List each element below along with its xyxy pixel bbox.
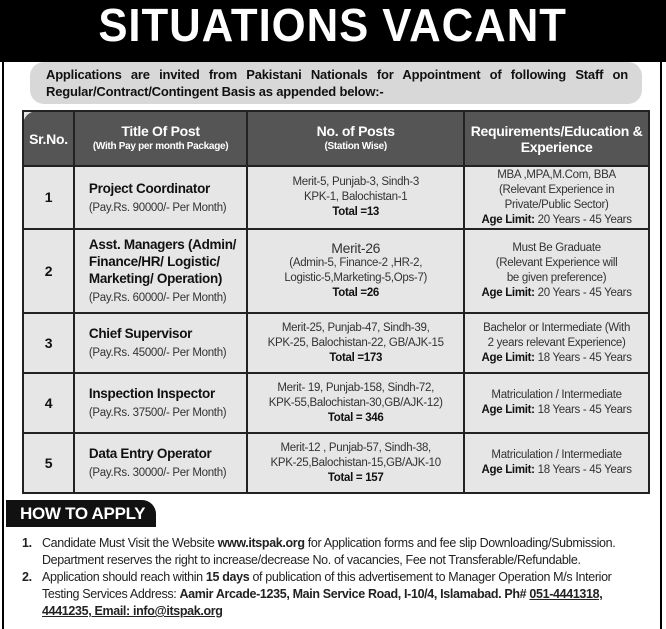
website-link[interactable]: www.itspak.org	[217, 536, 305, 550]
post-title: Chief Supervisor (Pay.Rs. 45000/- Per Month)	[74, 313, 247, 373]
requirements: Bachelor or Intermediate (With 2 years relevant Experience) Age Limit: 18 Years - 45 Years	[464, 313, 649, 373]
table-header	[23, 111, 649, 166]
posts: Merit-12 , Punjab-57, Sindh-38, KPK-25,Balochistan-15,GB/AJK-10 Total = 157	[247, 433, 464, 493]
table-row	[23, 229, 649, 313]
table-row	[23, 373, 649, 433]
pay: (Pay.Rs. 60000/- Per Month)	[88, 292, 227, 304]
table-row	[23, 166, 649, 229]
requirements: Matriculation / Intermediate Age Limit: 18 Years - 45 Years	[464, 433, 649, 493]
pay: (Pay.Rs. 45000/- Per Month)	[88, 347, 227, 359]
post-title: Inspection Inspector (Pay.Rs. 37500/- Per Month)	[74, 373, 247, 433]
header-posts: No. of Posts (Station Wise)	[247, 111, 464, 166]
table-row	[23, 433, 649, 493]
requirements: Matriculation / Intermediate Age Limit: 18 Years - 45 Years	[464, 373, 649, 433]
sr-no: 3	[23, 313, 74, 373]
apply-instructions	[22, 535, 647, 620]
sr-no: 1	[23, 166, 74, 229]
header-title: Title Of Post (With Pay per month Package)	[74, 111, 247, 166]
sr-no: 5	[23, 433, 74, 493]
pay: (Pay.Rs. 30000/- Per Month)	[88, 467, 227, 479]
requirements: Must Be Graduate (Relevant Experience will be given preference) Age Limit: 20 Years - 45 Years	[464, 229, 649, 313]
table-row	[23, 313, 649, 373]
pay: (Pay.Rs. 37500/- Per Month)	[88, 407, 227, 419]
posts: Merit-5, Punjab-3, Sindh-3 KPK-1, Balochistan-1 Total =13	[247, 166, 464, 229]
how-to-apply-heading: HOW TO APPLY	[6, 500, 156, 527]
pay: (Pay.Rs. 90000/- Per Month)	[88, 201, 227, 214]
requirements: MBA ,MPA,M.Com, BBA (Relevant Experience in Private/Public Sector) Age Limit: 20 Years - 45 Years	[464, 166, 649, 229]
instruction-2: 2. Application should reach within 15 days of publication of this advertisement to Manager Operation M/s Interior Testing Services Address: Aamir Arcade-1235, Main Service Road, I-10/4, Islamabad. Ph# 051-4441318, 4441235, Email: info@itspak.org	[22, 570, 612, 618]
post-title: Project Coordinator (Pay.Rs. 90000/- Per Month)	[74, 166, 247, 229]
header-requirements: Requirements/Education & Experience	[464, 111, 649, 166]
post-title: Data Entry Operator (Pay.Rs. 30000/- Per Month)	[74, 433, 247, 493]
posts: Merit- 19, Punjab-158, Sindh-72, KPK-55,Balochistan-30,GB/AJK-12) Total = 346	[247, 373, 464, 433]
posts: Merit-26 (Admin-5, Finance-2 ,HR-2, Logistic-5,Marketing-5,Ops-7) Total =26	[247, 229, 464, 313]
posts: Merit-25, Punjab-47, Sindh-39, KPK-25, Balochistan-22, GB/AJK-15 Total =173	[247, 313, 464, 373]
contact-info[interactable]: 051-4441318, 4441235, Email: info@itspak.org	[42, 587, 603, 618]
instruction-1: 1. Candidate Must Visit the Website www.itspak.org for Application forms and fee slip Downloading/Submission. Department reserves the right to increase/decrease No. of vacancies, Fee not Transferable/Refundable.	[22, 536, 616, 567]
sr-no: 4	[23, 373, 74, 433]
header-sr: Sr.No.	[23, 111, 74, 166]
post-title: Asst. Managers (Admin/ Finance/HR/ Logistic/ Marketing/ Operation) (Pay.Rs. 60000/- Per Month)	[74, 229, 247, 313]
address: Aamir Arcade-1235, Main Service Road, I-10/4, Islamabad. Ph#	[179, 587, 530, 601]
sr-no: 2	[23, 229, 74, 313]
intro-box: Applications are invited from Pakistani Nationals for Appointment of following Staff on Regular/Contract/Contingent Basis as appended below:-	[30, 62, 642, 104]
vacancy-table	[22, 110, 650, 494]
page-title: SITUATIONS VACANT	[0, 0, 666, 62]
